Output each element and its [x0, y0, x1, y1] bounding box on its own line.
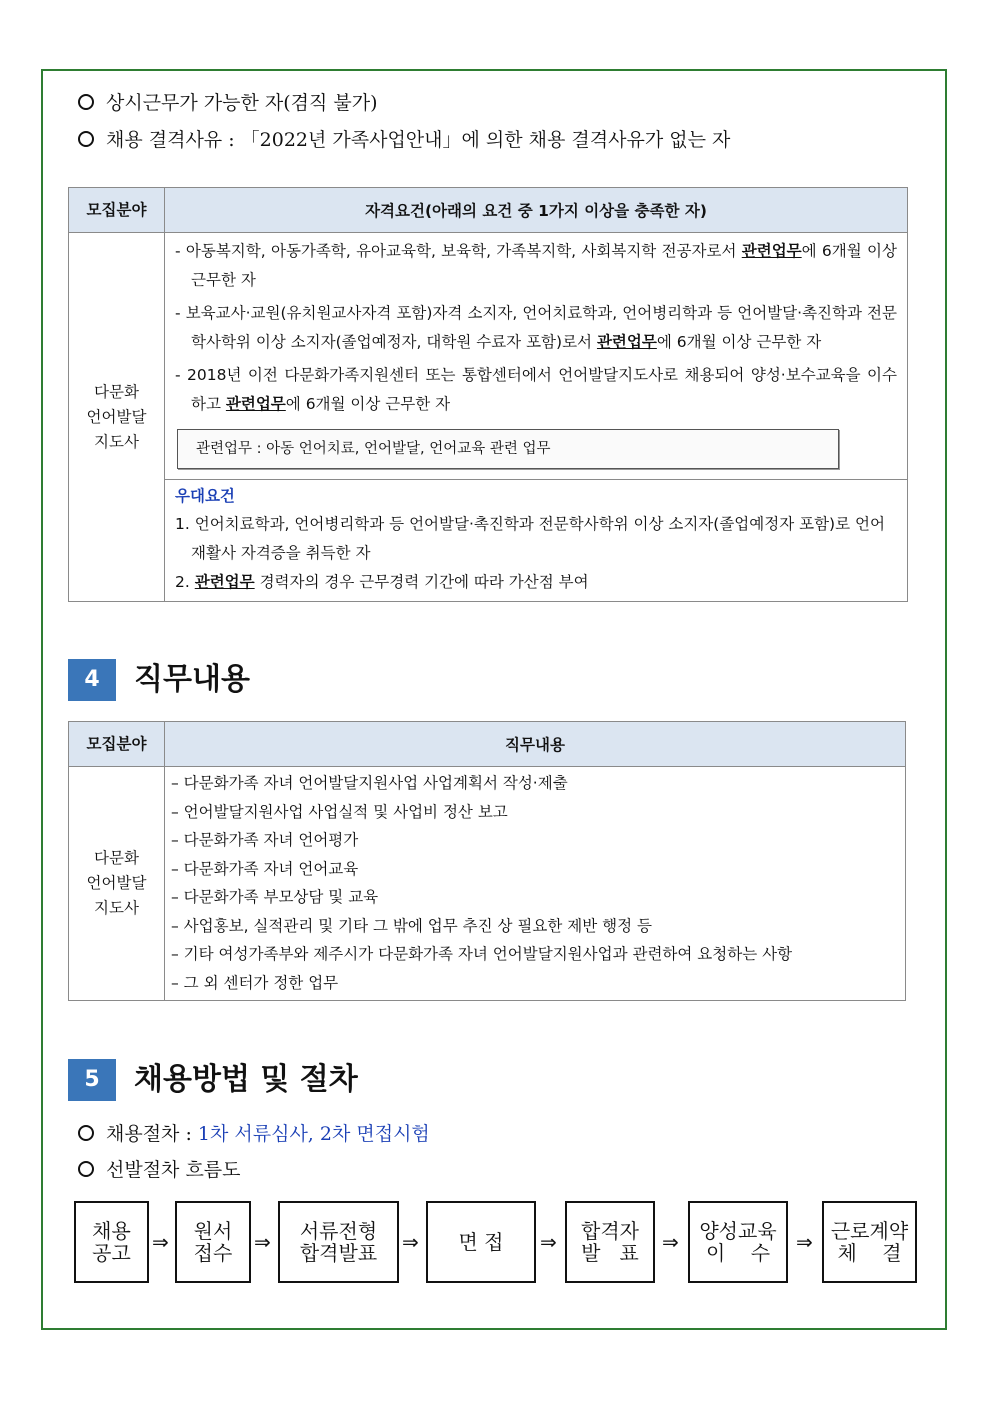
flow-step: [688, 1201, 788, 1283]
procedure-value: 1차 서류심사, 2차 면접시험: [197, 1123, 430, 1145]
section-title-duties: 직무내용: [134, 662, 250, 697]
category-line: 다문화: [94, 382, 139, 401]
category-line: 다문화: [94, 849, 139, 867]
text: 2.: [175, 573, 190, 591]
preference-cell: [165, 480, 908, 602]
flow-step-label: 서류전형 합격발표: [299, 1219, 378, 1265]
procedure-label: 채용절차 :: [106, 1123, 198, 1145]
flow-step-label: 근로계약 체 결: [830, 1219, 909, 1265]
duty-item: – 다문화가족 자녀 언어발달지원사업 사업계획서 작성·제출: [171, 774, 568, 792]
flow-step-label: 면 접: [458, 1230, 504, 1254]
duty-item: – 다문화가족 부모상담 및 교육: [171, 888, 379, 906]
text: - 아동복지학, 아동가족학, 유아교육학, 보육학, 가족복지학, 사회복지학 전공자로서: [175, 242, 737, 260]
header-category: 모집분야: [69, 722, 165, 767]
bullet-procedure: [78, 1121, 430, 1147]
category-cell: [69, 233, 165, 602]
flow-step: [426, 1201, 536, 1283]
duty-item: – 사업홍보, 실적관리 및 기타 그 밖에 업무 추진 상 필요한 제반 행정 등: [171, 916, 653, 935]
text: 에 6개월 이상 근무한 자: [656, 333, 822, 351]
duty-item: – 기타 여성가족부와 제주시가 다문화가족 자녀 언어발달지원사업과 관련하여 요청하는 사항: [171, 945, 793, 963]
flow-step: [278, 1201, 399, 1283]
flow-step: [565, 1201, 655, 1283]
bullet-text: 상시근무가 가능한 자(겸직 불가): [106, 92, 378, 114]
header-duties: 직무내용: [165, 722, 906, 767]
requirement-1: [165, 235, 907, 297]
preference-1: 1. 언어치료학과, 언어병리학과 등 언어발달·촉진학과 전문학사학위 이상 소지자(졸업예정자 포함)로 언어재활사 자격증을 취득한 자: [175, 515, 885, 562]
arrow-icon: ⇒: [152, 1230, 169, 1254]
text: 에 6개월 이상 근무한 자: [285, 395, 451, 413]
related-work-term: 관련업무: [194, 573, 255, 591]
arrow-icon: ⇒: [540, 1230, 557, 1254]
requirements-cell: [165, 233, 908, 480]
related-work-note: 관련업무 : 아동 언어치료, 언어발달, 언어교육 관련 업무: [177, 429, 839, 469]
hollow-circle-icon: [78, 94, 94, 110]
category-line: 언어발달: [86, 874, 147, 892]
category-line: 지도사: [94, 899, 139, 917]
text: 경력자의 경우 근무경력 기간에 따라 가산점 부여: [259, 573, 589, 591]
flow-step-label: 양성교육 이 수: [699, 1219, 777, 1265]
arrow-icon: ⇒: [254, 1230, 271, 1254]
text: - 2018년 이전 다문화가족지원센터 또는 통합센터에서 언어발달지도사로 채용되어 양성·보수교육을 이수하고: [175, 366, 897, 413]
flow-step-label: 원서 접수: [193, 1219, 233, 1265]
arrow-icon: ⇒: [662, 1230, 679, 1254]
bullet-flowchart: [78, 1157, 241, 1183]
preference-title: 우대요건: [175, 487, 235, 505]
flow-step: [74, 1201, 149, 1283]
duty-item: – 다문화가족 자녀 언어교육: [171, 859, 359, 878]
duty-item: – 다문화가족 자녀 언어평가: [171, 831, 359, 849]
hollow-circle-icon: [78, 1125, 94, 1141]
header-category: 모집분야: [69, 188, 165, 233]
hollow-circle-icon: [78, 131, 94, 147]
arrow-icon: ⇒: [796, 1230, 813, 1254]
qualification-table: [68, 187, 908, 602]
header-requirements: 자격요건(아래의 요건 중 1가지 이상을 충족한 자): [165, 188, 908, 233]
text: 에 6개월 이상 근무한 자: [191, 242, 897, 289]
flow-step-label: 채용 공고: [92, 1219, 131, 1265]
related-work-term: 관련업무: [225, 395, 286, 413]
text: - 보육교사·교원(유치원교사자격 포함)자격 소지자, 언어치료학과, 언어병리학과 등 언어발달·촉진학과 전문학사학위 이상 소지자(졸업예정자, 대학원 수료자 포함)로서: [175, 304, 897, 351]
flowchart-label: 선발절차 흐름도: [106, 1159, 241, 1181]
hollow-circle-icon: [78, 1161, 94, 1177]
arrow-icon: ⇒: [402, 1230, 419, 1254]
section-number-5: 5: [68, 1059, 116, 1101]
bullet-fulltime: [78, 90, 378, 116]
bullet-text: 채용 결격사유 : 「2022년 가족사업안내」에 의한 채용 결격사유가 없는 자: [106, 129, 731, 151]
section-title-hiring: 채용방법 및 절차: [134, 1062, 358, 1097]
requirement-2: [165, 297, 907, 359]
related-work-term: 관련업무: [596, 333, 657, 351]
category-cell: [69, 767, 165, 1001]
duties-table: [68, 721, 906, 1001]
requirement-3: [165, 359, 907, 421]
category-line: 언어발달: [86, 407, 147, 426]
duty-item: – 언어발달지원사업 사업실적 및 사업비 정산 보고: [171, 802, 508, 821]
related-work-term: 관련업무: [741, 242, 802, 260]
section-number-4: 4: [68, 659, 116, 701]
duty-item: – 그 외 센터가 정한 업무: [171, 973, 339, 992]
bullet-disqualification: [78, 127, 730, 153]
flow-step-label: 합격자 발 표: [581, 1219, 639, 1265]
duties-cell: [165, 767, 906, 1001]
preference-2: [165, 568, 907, 597]
flow-step: [822, 1201, 917, 1283]
category-line: 지도사: [94, 432, 139, 451]
flow-step: [175, 1201, 251, 1283]
